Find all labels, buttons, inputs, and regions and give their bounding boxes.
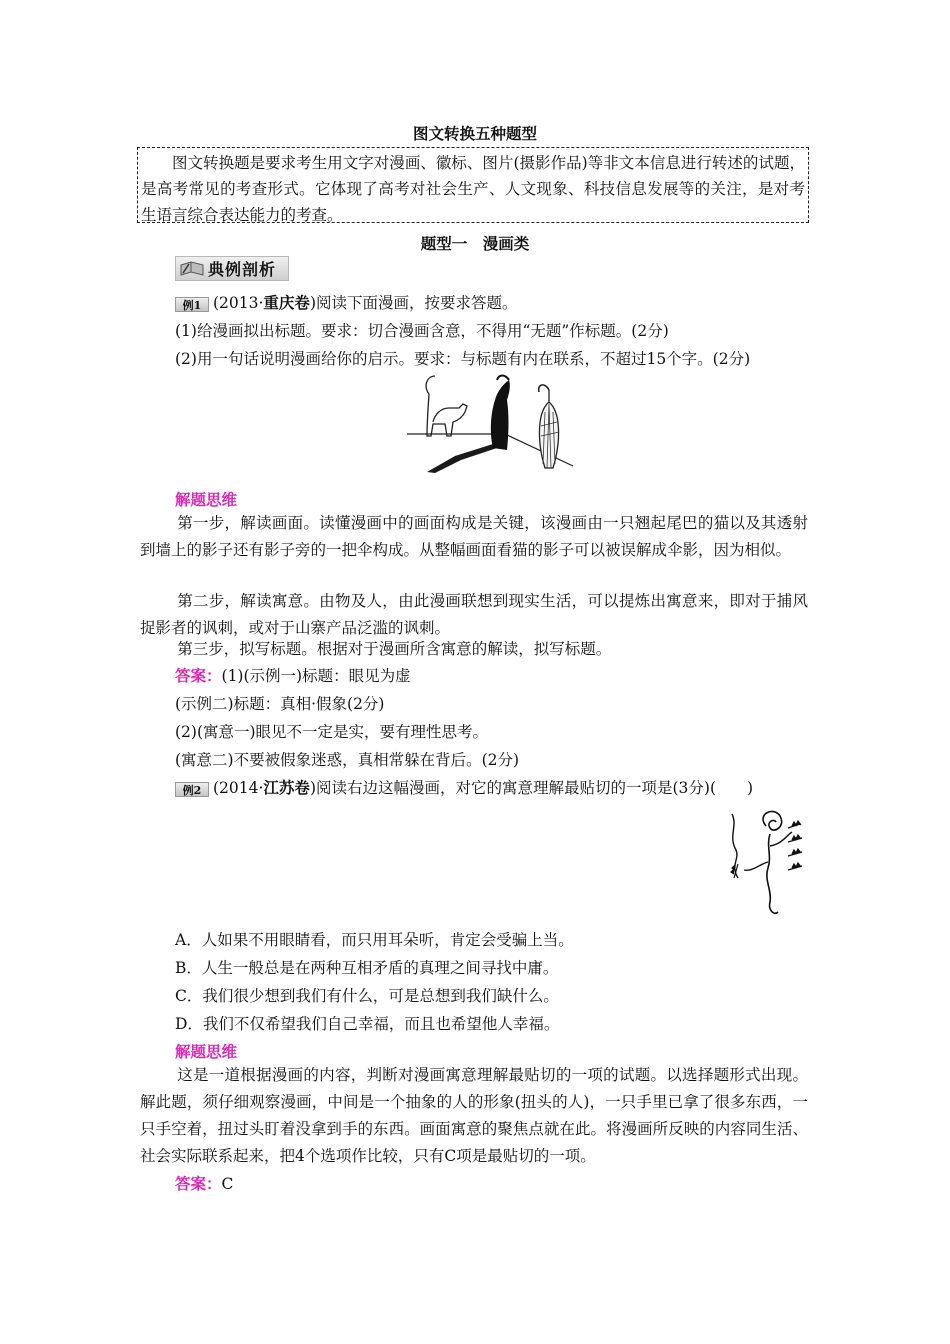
example2-source-post: )阅读右边这幅漫画，对它的寓意理解最贴切的一项是(3分)( ) [309,779,754,797]
example1-header [175,291,815,313]
book-icon [179,260,205,278]
example1-answer-1 [175,664,815,686]
person-reaching-cartoon [722,806,812,918]
example-analysis-banner [175,256,289,281]
example2-answer-text: C [221,1175,234,1193]
intro-box [137,147,809,223]
document-title: 图文转换五种题型 [412,124,537,143]
example1-answer-2: (示例二)标题：真相·假象(2分) [175,695,385,713]
example1-step2 [140,588,808,642]
example1-source-bold: 重庆卷 [263,293,310,312]
example2-option-d: D．我们不仅希望我们自己幸福，而且也希望他人幸福。 [175,1015,560,1033]
example1-thinking-label: 解题思维 [175,490,238,509]
example1-step1-text: 第一步，解读画面。读懂漫画中的画面构成是关键，该漫画由一只翘起尾巴的猫以及其透射到墙上的影子还有影子旁的一把伞构成。从整幅画面看猫的影子可以被误解成伞影，因为相似。 [140,514,808,559]
example1-answer-label: 答案： [175,666,222,685]
example2-option-c: C．我们很少想到我们有什么，可是总想到我们缺什么。 [175,987,559,1005]
example2-option-a: A．人如果不用眼睛看，而只用耳朵听，肯定会受骗上当。 [175,931,574,949]
example2-analysis [140,1062,808,1170]
example2-answer [175,1172,815,1194]
example1-answer-4: (寓意二)不要被假象迷惑，真相常躲在背后。(2分) [175,751,520,769]
example1-step2-text: 第二步，解读寓意。由物及人，由此漫画联想到现实生活，可以提炼出寓意来，即对于捕风捉影者的讽刺，或对于山寨产品泛滥的讽刺。 [140,592,808,637]
example2-source-pre: (2014· [213,779,264,797]
example1-source-pre: (2013· [213,294,264,312]
section-title: 题型一 漫画类 [420,234,530,253]
example1-tag: 例1 [175,297,209,312]
example1-step1 [140,510,808,564]
example1-step3-text: 第三步，拟写标题。根据对于漫画所含寓意的解读，拟写标题。 [177,640,612,658]
intro-text: 图文转换题是要求考生用文字对漫画、徽标、图片(摄影作品)等非文本信息进行转述的试题，是高考常见的考查形式。它体现了高考对社会生产、人文现象、科技信息发展等的关注，是对考生语言综合表达能力的考查。 [141,154,805,224]
example1-step3 [140,636,808,663]
example1-answer-3: (2)(寓意一)眼见不一定是实，要有理性思考。 [175,723,489,741]
example2-header [175,776,815,798]
cat-shadow-umbrella-cartoon [405,372,575,477]
example1-answer-1-text: (1)(示例一)标题：眼见为虚 [221,667,411,685]
example2-tag: 例2 [175,782,209,797]
example2-answer-label: 答案： [175,1174,222,1193]
example2-source-bold: 江苏卷 [263,778,310,797]
example2-thinking-label: 解题思维 [175,1042,238,1061]
example1-source-post: )阅读下面漫画，按要求答题。 [309,294,518,312]
example1-question-1: (1)给漫画拟出标题。要求：切合漫画含意，不得用“无题”作标题。(2分) [175,322,669,340]
example2-option-b: B．人生一般总是在两种互相矛盾的真理之间寻找中庸。 [175,959,559,977]
banner-label: 典例剖析 [208,260,277,279]
example2-analysis-text: 这是一道根据漫画的内容，判断对漫画寓意理解最贴切的一项的试题。以选择题形式出现。解此题，须仔细观察漫画，中间是一个抽象的人的形象(扭头的人)，一只手里已拿了很多东西，一只手空着，扭过头盯着没拿到手的东西。画面寓意的聚焦点就在此。将漫画所反映的内容同生活、社会实际联系起来，把4个选项作比较，只有C项是最贴切的一项。 [140,1066,808,1165]
example1-question-2: (2)用一句话说明漫画给你的启示。要求：与标题有内在联系，不超过15个字。(2分) [175,350,751,368]
